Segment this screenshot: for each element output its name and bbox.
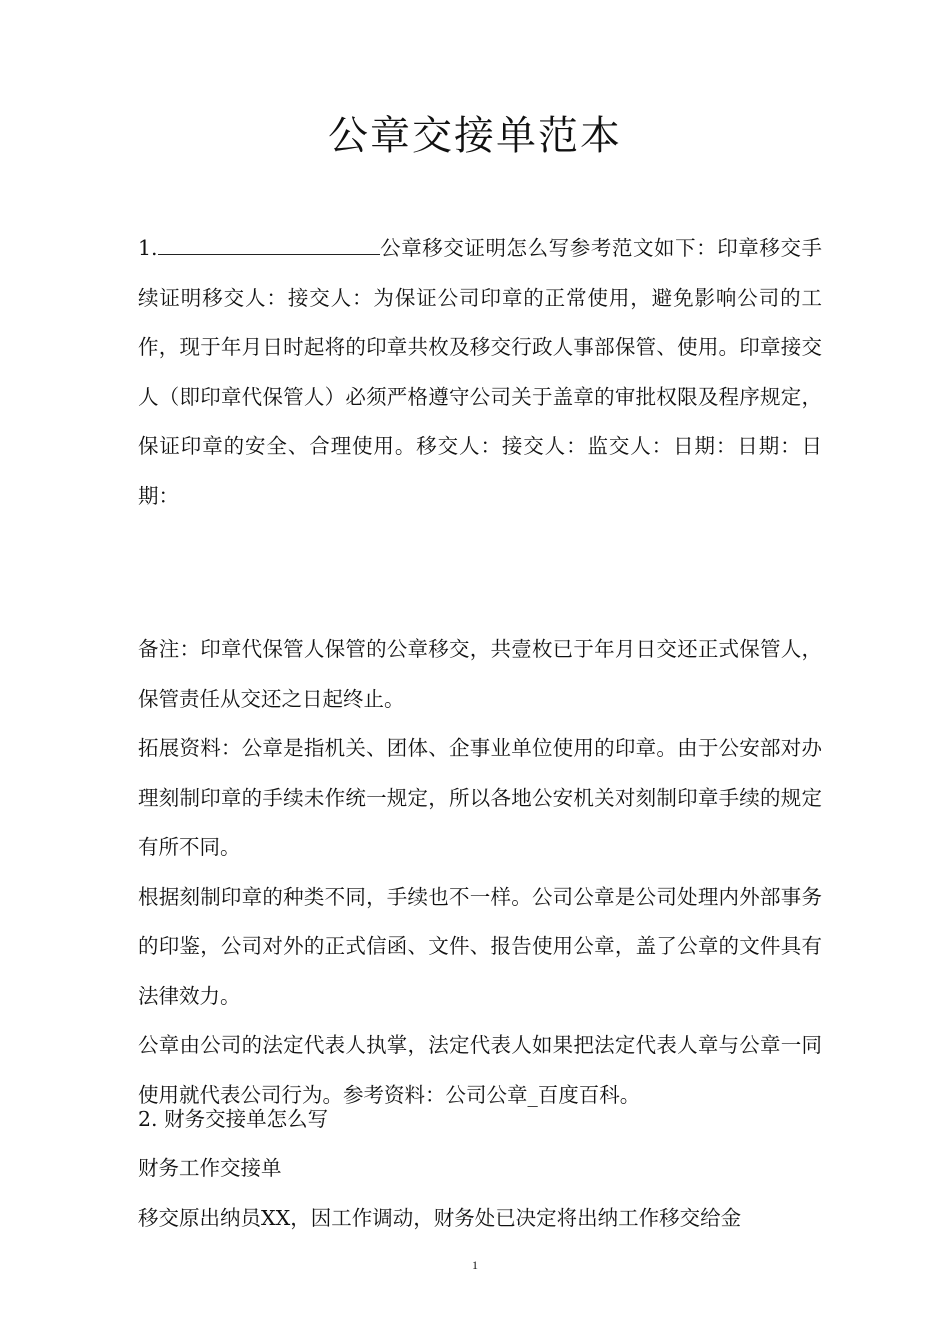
legal-representative-paragraph: 公章由公司的法定代表人执掌，法定代表人如果把法定代表人章与公章一同使用就代表公司行为。参考资料：公司公章_百度百科。 bbox=[138, 1033, 822, 1107]
section-1-paragraph bbox=[138, 224, 822, 521]
fill-in-blank-line bbox=[158, 236, 380, 255]
section-2-heading: 2. 财务交接单怎么写 bbox=[138, 1107, 329, 1131]
section-2-line: 财务工作交接单 bbox=[138, 1156, 282, 1180]
section-1-number: 1. bbox=[138, 236, 158, 260]
note-paragraph: 备注：印章代保管人保管的公章移交，共壹枚已于年月日交还正式保管人，保管责任从交还之日起终止。 bbox=[138, 637, 822, 711]
extended-info-paragraph: 拓展资料：公章是指机关、团体、企事业单位使用的印章。由于公安部对办理刻制印章的手续未作统一规定，所以各地公安机关对刻制印章手续的规定有所不同。 bbox=[138, 736, 822, 859]
document-title: 公章交接单范本 bbox=[328, 113, 622, 159]
paragraph-gap bbox=[138, 521, 822, 625]
seal-types-paragraph: 根据刻制印章的种类不同，手续也不一样。公司公章是公司处理内外部事务的印鉴，公司对外的正式信函、文件、报告使用公章，盖了公章的文件具有法律效力。 bbox=[138, 884, 822, 1008]
page-number: 1 bbox=[472, 1258, 478, 1272]
section-2-line: 移交原出纳员XX，因工作调动，财务处已决定将出纳工作移交给金 bbox=[138, 1205, 742, 1230]
document-body bbox=[138, 224, 822, 1243]
section-1-continuation: 交手续证明移交人：接交人：为保证公司印章的正常使用，避免影响公司的工作，现于年月日时起将的印章共枚及移交行政人事部保管、使用。印章接交人（即印章代保管人）必须严格遵守公司关于盖章的审批权限及程序规定，保证印章的安全、合理使用。移交人：接交人：监交人：日期：日期：日期： bbox=[138, 236, 823, 508]
section-1-first-line: 公章移交证明怎么写参考范文如下：印章移 bbox=[379, 236, 781, 260]
